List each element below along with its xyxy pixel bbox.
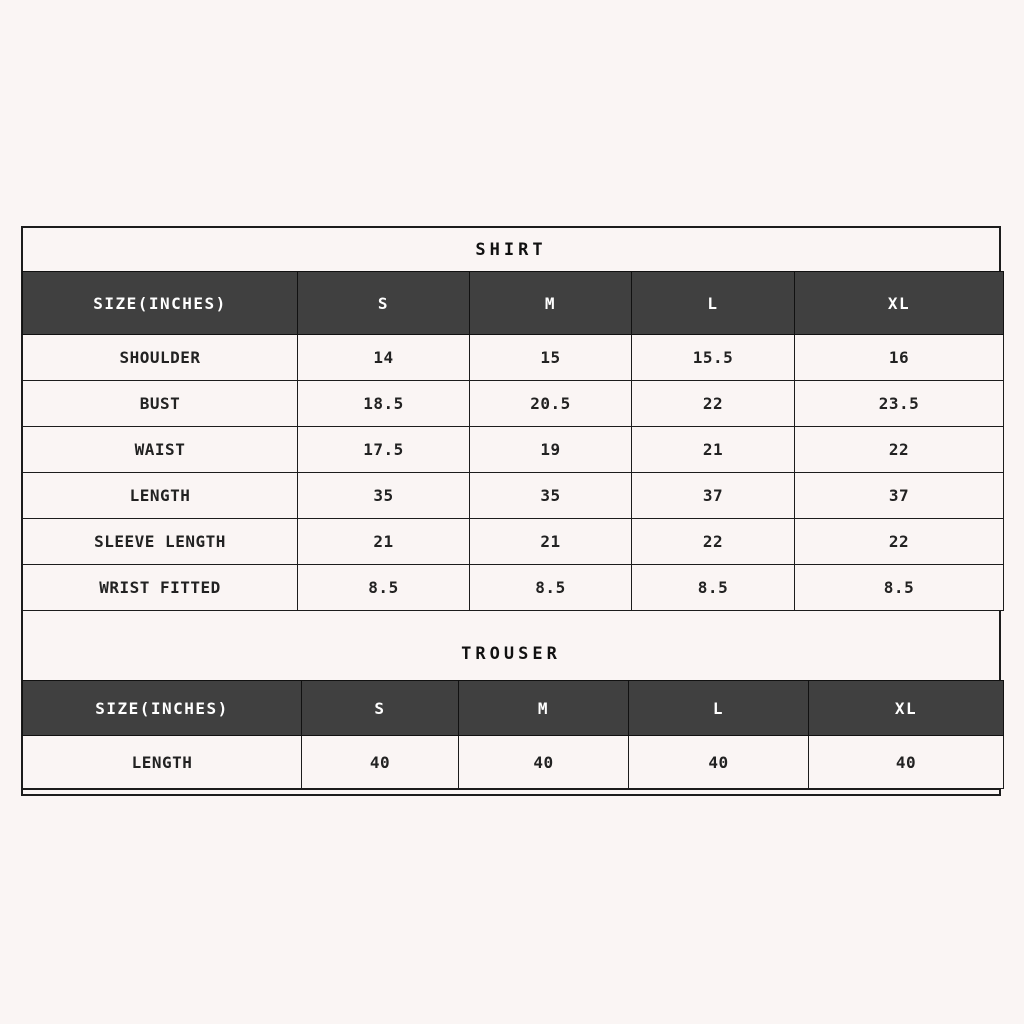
table-cell: 22 — [632, 519, 795, 565]
bottom-divider — [23, 788, 999, 790]
trouser-header-row — [23, 681, 1004, 736]
shirt-header-xl: XL — [795, 272, 1004, 335]
table-cell: 40 — [809, 736, 1004, 789]
row-label: WRIST FITTED — [23, 565, 298, 611]
table-cell: 15 — [470, 335, 632, 381]
table-cell: 8.5 — [470, 565, 632, 611]
table-cell: 35 — [470, 473, 632, 519]
trouser-header-xl: XL — [809, 681, 1004, 736]
row-label: SHOULDER — [23, 335, 298, 381]
row-label: LENGTH — [23, 473, 298, 519]
table-cell: 14 — [298, 335, 470, 381]
table-cell: 40 — [302, 736, 459, 789]
table-cell: 23.5 — [795, 381, 1004, 427]
shirt-header-s: S — [298, 272, 470, 335]
trouser-header-s: S — [302, 681, 459, 736]
table-cell: 8.5 — [795, 565, 1004, 611]
trouser-header-size: SIZE(INCHES) — [23, 681, 302, 736]
table-cell: 16 — [795, 335, 1004, 381]
table-cell: 35 — [298, 473, 470, 519]
table-cell: 20.5 — [470, 381, 632, 427]
trouser-section-title: TROUSER — [461, 644, 561, 664]
table-cell: 40 — [629, 736, 809, 789]
shirt-header-l: L — [632, 272, 795, 335]
table-row — [23, 736, 1004, 789]
table-cell: 15.5 — [632, 335, 795, 381]
shirt-section-title: SHIRT — [475, 240, 547, 260]
shirt-size-table — [22, 271, 1004, 611]
table-cell: 37 — [795, 473, 1004, 519]
table-row — [23, 381, 1004, 427]
table-row — [23, 427, 1004, 473]
table-cell: 22 — [795, 427, 1004, 473]
trouser-header-l: L — [629, 681, 809, 736]
table-cell: 40 — [459, 736, 629, 789]
table-row — [23, 565, 1004, 611]
row-label: WAIST — [23, 427, 298, 473]
table-row — [23, 519, 1004, 565]
table-cell: 37 — [632, 473, 795, 519]
shirt-header-m: M — [470, 272, 632, 335]
trouser-size-table — [22, 680, 1004, 789]
table-cell: 22 — [795, 519, 1004, 565]
table-cell: 21 — [470, 519, 632, 565]
shirt-header-size: SIZE(INCHES) — [23, 272, 298, 335]
table-cell: 8.5 — [632, 565, 795, 611]
trouser-header-m: M — [459, 681, 629, 736]
table-cell: 22 — [632, 381, 795, 427]
table-cell: 19 — [470, 427, 632, 473]
row-label: LENGTH — [23, 736, 302, 789]
row-label: BUST — [23, 381, 298, 427]
table-row — [23, 335, 1004, 381]
table-cell: 18.5 — [298, 381, 470, 427]
row-label: SLEEVE LENGTH — [23, 519, 298, 565]
table-row — [23, 473, 1004, 519]
table-cell: 8.5 — [298, 565, 470, 611]
shirt-header-row — [23, 272, 1004, 335]
table-cell: 17.5 — [298, 427, 470, 473]
size-chart — [21, 226, 1001, 796]
table-cell: 21 — [632, 427, 795, 473]
table-cell: 21 — [298, 519, 470, 565]
